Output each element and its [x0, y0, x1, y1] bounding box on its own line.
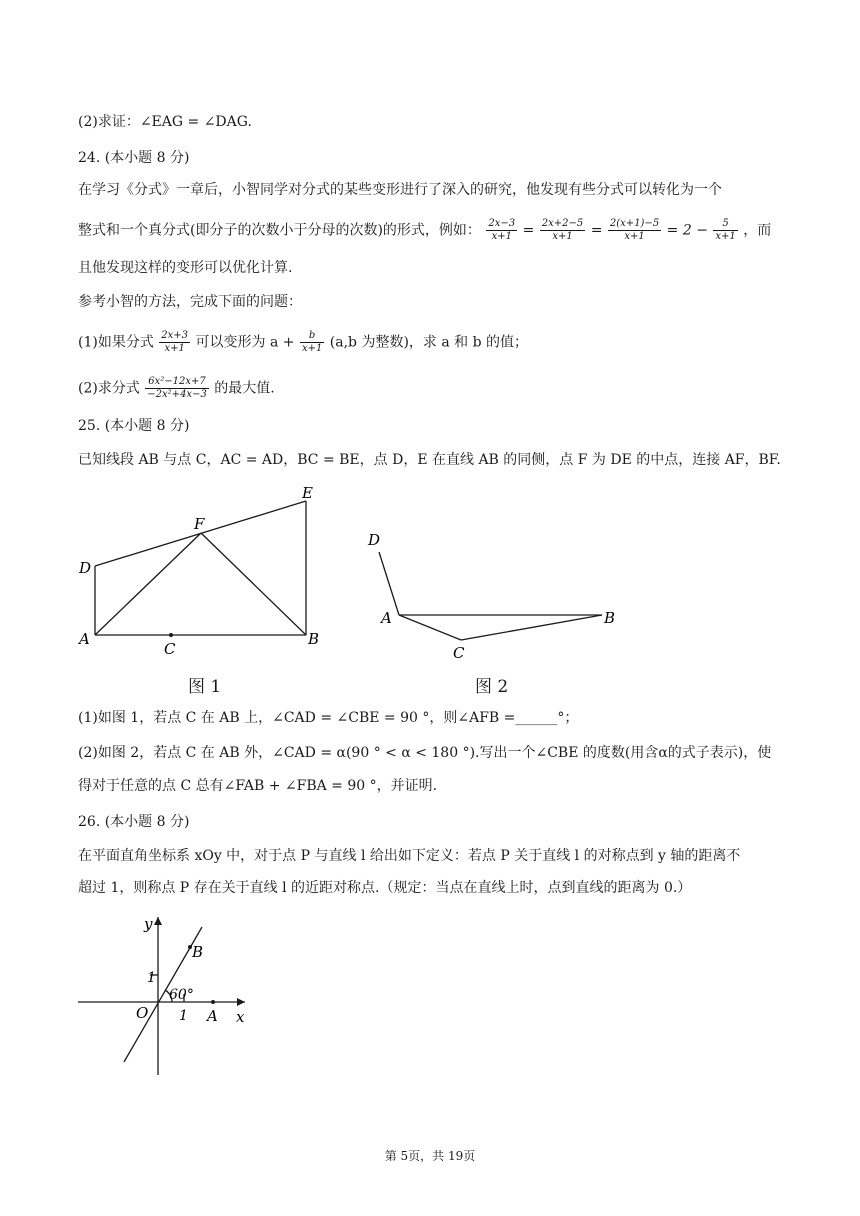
segment-af: [95, 533, 201, 635]
q25-part1: (1)如图 1，若点 C 在 AB 上，∠CAD = ∠CBE = 90 °，则∠AFB =______°；: [78, 710, 579, 726]
label-b: B: [308, 630, 320, 648]
segment-bf: [201, 533, 306, 635]
label-d: D: [368, 531, 381, 549]
label-b: B: [604, 609, 616, 627]
label-a: A: [207, 1007, 218, 1025]
segment-ac: [399, 615, 461, 640]
q24-intro-b-text: 整式和一个真分式(即分子的次数小于分母的次数)的形式，例如：: [78, 222, 481, 239]
example-fraction-2: $\frac{2x+2-5}{x+1}$: [541, 218, 584, 242]
q25-title: 25. (本小题 8 分): [78, 418, 190, 434]
label-e: E: [302, 484, 313, 502]
point-a: [211, 1000, 215, 1004]
q23-part2: (2)求证：∠EAG = ∠DAG.: [78, 114, 252, 130]
q26-stem-a: 在平面直角坐标系 xOy 中，对于点 P 与直线 l 给出如下定义：若点 P 关于直线 l 的对称点到 y 轴的距离不: [78, 848, 741, 864]
q25-part2-a: (2)如图 2，若点 C 在 AB 外，∠CAD = α(90 ° < α < 180 °).写出一个∠CBE 的度数(用含α的式子表示)，使: [78, 745, 772, 761]
q24-method: 参考小智的方法，完成下面的问题：: [78, 294, 302, 310]
q25-stem: 已知线段 AB 与点 C，AC = AD，BC = BE，点 D，E 在直线 AB 的同侧，点 F 为 DE 的中点，连接 AF，BF.: [78, 452, 781, 468]
q26-title: 26. (本小题 8 分): [78, 814, 190, 830]
example-fraction-4: $\frac{5}{x+1}$: [715, 218, 736, 242]
label-c: C: [164, 640, 176, 658]
label-c: C: [453, 644, 465, 662]
x-arrow-icon: [237, 998, 245, 1006]
q24-title: 24. (本小题 8 分): [78, 150, 190, 166]
label-d: D: [79, 559, 92, 577]
point-c: [169, 633, 173, 637]
segment-ad: [379, 552, 399, 615]
label-a: A: [381, 609, 392, 627]
segment-bc: [461, 615, 602, 640]
q24-intro-c: 且他发现这样的变形可以优化计算.: [78, 260, 293, 276]
page-footer: 第 5页，共 19页: [384, 1149, 476, 1163]
q24-intro-b: 整式和一个真分式(即分子的次数小于分母的次数)的形式，例如： $\frac{2x-3}{x+1}$ = $\frac{2x+2-5}{x+1}$ = $\frac{2(x+1)-5}{x+1}$ = 2 − $\frac{5}{x+1}$ ，而: [78, 218, 772, 242]
label-y: y: [144, 915, 153, 933]
figure-1: [70, 478, 340, 658]
coordinate-figure: [70, 905, 270, 1080]
example-tail: = 2 −: [666, 222, 708, 239]
label-x: x: [236, 1008, 245, 1026]
p2-fraction: $\frac{\text{6x²−12x+7}}{\text{−2x²+4x−3}}$: [147, 376, 207, 400]
q24-intro-b-end: ，而: [743, 222, 772, 239]
q26-stem-b: 超过 1，则称点 P 存在关于直线 l 的近距对称点.（规定：当点在直线上时，点到直线的距离为 0.）: [78, 880, 692, 896]
label-y-one: 1: [147, 970, 156, 986]
q24-part1: (1)如果分式 $\frac{2x+3}{x+1}$ 可以变形为 a + $\frac{b}{x+1}$ (a,b 为整数)，求 a 和 b 的值；: [78, 330, 529, 354]
figure-2-caption: 图 2: [475, 677, 509, 697]
label-a: A: [79, 630, 90, 648]
angle-label: 60°: [169, 987, 194, 1003]
example-fraction-1: $\frac{2x-3}{x+1}$: [488, 218, 516, 242]
label-o: O: [136, 1004, 149, 1022]
figure-2: [360, 525, 630, 665]
y-arrow-icon: [154, 917, 162, 925]
p1-fraction-b: $\frac{b}{x+1}$: [301, 330, 323, 354]
p1-fraction: $\frac{2x+3}{x+1}$: [161, 330, 189, 354]
label-f: F: [194, 515, 205, 533]
figure-1-caption: 图 1: [188, 677, 222, 697]
label-x-one: 1: [179, 1008, 188, 1024]
example-fraction-3: $\frac{2(x+1)-5}{x+1}$: [609, 218, 660, 242]
q25-part2-b: 得对于任意的点 C 总有∠FAB + ∠FBA = 90 °，并证明.: [78, 778, 438, 794]
q24-intro-a: 在学习《分式》一章后，小智同学对分式的某些变形进行了深入的研究，他发现有些分式可以转化为一个: [78, 182, 722, 198]
q24-part2: (2)求分式 $\frac{\text{6x²−12x+7}}{\text{−2x²+4x−3}}$ 的最大值.: [78, 376, 275, 400]
label-b: B: [192, 943, 204, 961]
